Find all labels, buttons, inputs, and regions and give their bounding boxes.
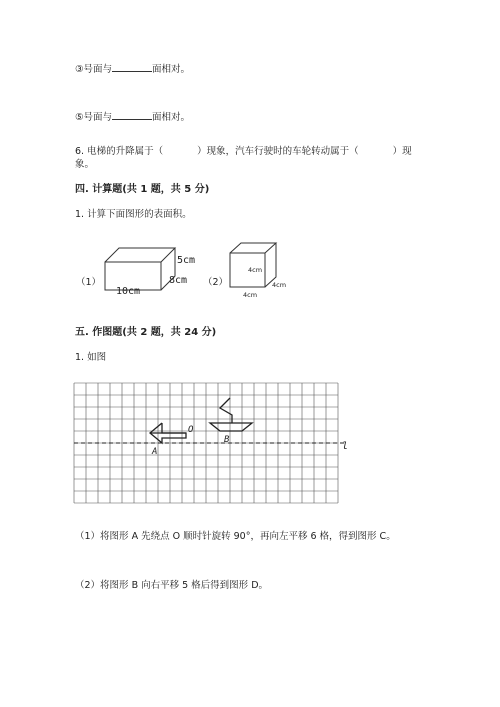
q3-line [75, 62, 190, 76]
q6-part3: ）现 [392, 146, 412, 157]
label-a: A [152, 447, 158, 457]
q5-line [75, 110, 190, 124]
q3-suffix: 面相对。 [152, 64, 191, 75]
q6-part1: 6. 电梯的升降属于（ [75, 146, 164, 157]
cube-front-label: 4cm [248, 266, 263, 274]
q6-part2: ）现象，汽车行驶时的车轮转动属于（ [197, 146, 359, 157]
label-l: l [342, 441, 349, 452]
calc-question-1: 1. 计算下面图形的表面积。 [75, 209, 192, 220]
cuboid-length-label: 10cm [116, 286, 141, 297]
q3-prefix: ③号面与 [75, 64, 113, 75]
cube-side-label: 4cm [272, 281, 287, 289]
cuboid-height-label: 5cm [177, 255, 196, 266]
figure1-label: （1） [76, 277, 102, 288]
q5-prefix: ⑤号面与 [75, 112, 113, 123]
q6-line1 [75, 145, 412, 158]
q6-line2: 象。 [75, 159, 95, 170]
transformation-grid [74, 383, 364, 513]
label-o: O [188, 425, 194, 435]
section5-title: 五. 作图题(共 2 题，共 24 分) [75, 327, 217, 338]
figure2-label: （2） [203, 277, 229, 288]
draw-question-1: 1. 如图 [75, 352, 107, 363]
section4-title: 四. 计算题(共 1 题，共 5 分) [75, 184, 210, 195]
q5-suffix: 面相对。 [152, 112, 191, 123]
label-b: B [224, 435, 230, 445]
instruction-2: （2）将图形 B 向右平移 5 格后得到图形 D。 [75, 580, 269, 591]
q5-answer-blank[interactable] [112, 110, 152, 120]
q3-answer-blank[interactable] [112, 62, 152, 72]
instruction-1: （1）将图形 A 先绕点 O 顺时针旋转 90°，再向左平移 6 格，得到图形 C。 [75, 531, 396, 542]
figure-b-hull [210, 423, 252, 431]
cube-bottom-label: 4cm [243, 291, 258, 299]
cuboid-width-label: 8cm [169, 275, 188, 286]
